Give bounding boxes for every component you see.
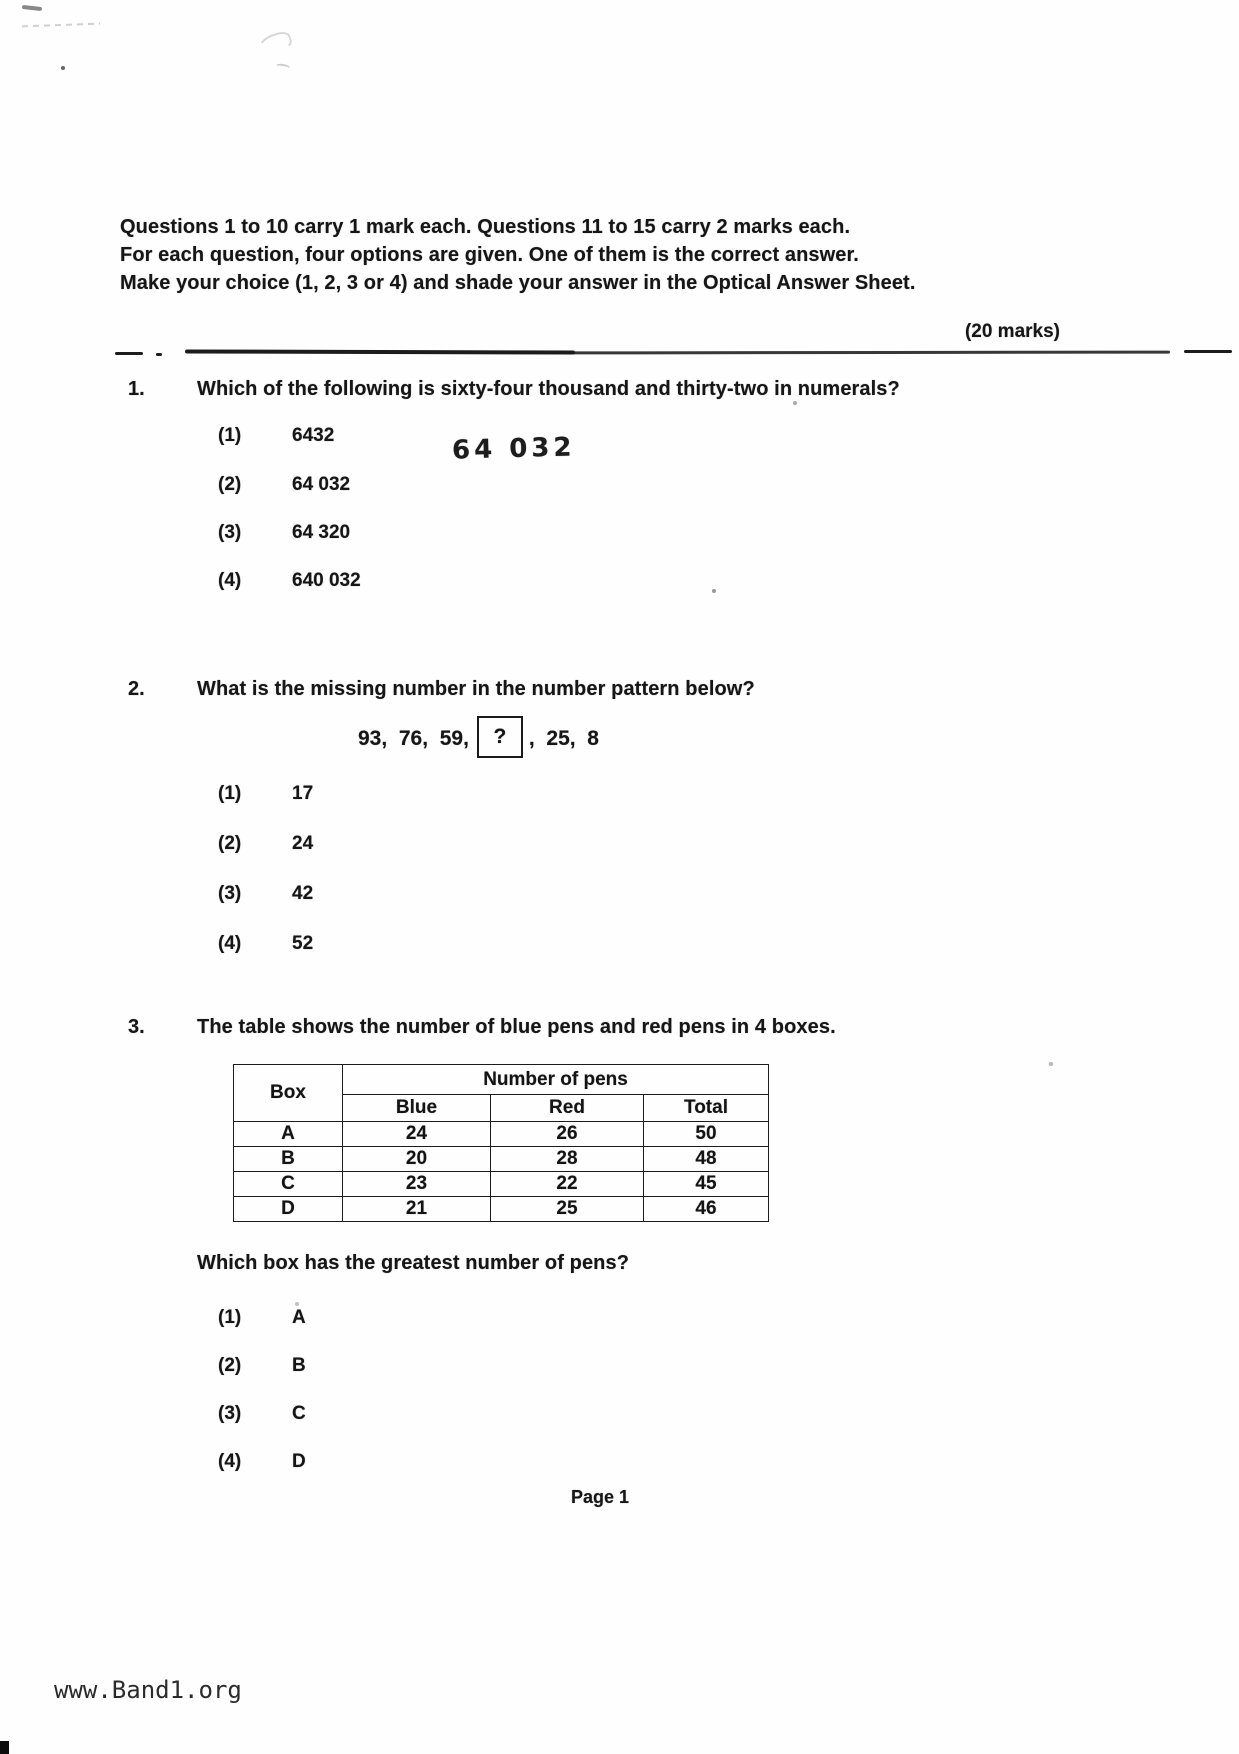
table-subheader-total: Total bbox=[644, 1095, 769, 1122]
footer-url: www.Band1.org bbox=[54, 1676, 242, 1704]
divider-segment bbox=[1184, 350, 1232, 353]
question-3-option-4 bbox=[0, 1451, 600, 1477]
scan-artifact-corner-mark bbox=[0, 1741, 9, 1754]
scan-speck bbox=[61, 66, 65, 70]
question-2-option-3 bbox=[0, 883, 600, 909]
table-cell-red: 22 bbox=[491, 1172, 644, 1197]
instructions-line-2: For each question, four options are given. One of them is the correct answer. bbox=[120, 244, 859, 266]
option-label: (3) bbox=[218, 1403, 242, 1424]
table-cell-red: 25 bbox=[491, 1197, 644, 1222]
table-subheader-blue: Blue bbox=[343, 1095, 491, 1122]
pens-table bbox=[233, 1064, 769, 1222]
table-cell-total: 48 bbox=[644, 1147, 769, 1172]
table-cell-red: 28 bbox=[491, 1147, 644, 1172]
option-value: 17 bbox=[292, 783, 314, 804]
option-label: (4) bbox=[218, 570, 242, 591]
sequence-before: 93, 76, 59, bbox=[358, 727, 469, 750]
option-label: (3) bbox=[218, 883, 242, 904]
table-cell-total: 50 bbox=[644, 1122, 769, 1147]
question-3-option-3 bbox=[0, 1403, 600, 1429]
table-corner-header: Box bbox=[234, 1065, 343, 1122]
number-pattern-sequence bbox=[358, 716, 599, 762]
option-label: (2) bbox=[218, 1355, 242, 1376]
question-3-sub-question: Which box has the greatest number of pens? bbox=[197, 1252, 630, 1274]
scan-artifact-curl bbox=[256, 29, 295, 59]
question-1-option-3 bbox=[0, 522, 600, 548]
table-group-header: Number of pens bbox=[343, 1065, 769, 1095]
option-label: (1) bbox=[218, 425, 242, 446]
table-row bbox=[234, 1197, 769, 1222]
divider-segment bbox=[156, 353, 162, 356]
option-label: (2) bbox=[218, 833, 242, 854]
option-value: 24 bbox=[292, 833, 314, 854]
option-label: (3) bbox=[218, 522, 242, 543]
table-cell-red: 26 bbox=[491, 1122, 644, 1147]
option-value: 6432 bbox=[292, 425, 335, 446]
table-cell-box: D bbox=[234, 1197, 343, 1222]
option-label: (4) bbox=[218, 1451, 242, 1472]
instructions-line-3: Make your choice (1, 2, 3 or 4) and shade your answer in the Optical Answer Sheet. bbox=[120, 272, 916, 294]
page-number: Page 1 bbox=[570, 1487, 630, 1507]
table-cell-box: B bbox=[234, 1147, 343, 1172]
table-row bbox=[234, 1172, 769, 1197]
option-value: B bbox=[292, 1355, 306, 1376]
option-label: (1) bbox=[218, 1307, 242, 1328]
scan-speck bbox=[712, 589, 716, 593]
table-cell-blue: 21 bbox=[343, 1197, 491, 1222]
option-value: 52 bbox=[292, 933, 314, 954]
option-value: 42 bbox=[292, 883, 314, 904]
scan-artifact-squiggle bbox=[22, 23, 100, 28]
instructions-line-1: Questions 1 to 10 carry 1 mark each. Questions 11 to 15 carry 2 marks each. bbox=[120, 216, 851, 238]
scan-speck bbox=[793, 401, 797, 405]
question-1-option-4 bbox=[0, 570, 600, 596]
option-label: (4) bbox=[218, 933, 242, 954]
scan-artifact-dash bbox=[22, 5, 42, 11]
table-row bbox=[234, 1147, 769, 1172]
scan-artifact-curl-small bbox=[276, 63, 291, 71]
question-3-option-2 bbox=[0, 1355, 600, 1381]
table-subheader-red: Red bbox=[491, 1095, 644, 1122]
option-value: D bbox=[292, 1451, 306, 1472]
table-cell-total: 46 bbox=[644, 1197, 769, 1222]
question-2-option-4 bbox=[0, 933, 600, 959]
option-label: (1) bbox=[218, 783, 242, 804]
question-2-option-2 bbox=[0, 833, 600, 859]
option-value: 64 320 bbox=[292, 522, 351, 543]
question-2-option-1 bbox=[0, 783, 600, 809]
question-2-number: 2. bbox=[128, 678, 145, 700]
table-cell-box: A bbox=[234, 1122, 343, 1147]
question-3-option-1 bbox=[0, 1307, 600, 1333]
option-value: C bbox=[292, 1403, 306, 1424]
question-2-text: What is the missing number in the number pattern below? bbox=[197, 678, 755, 700]
handwritten-annotation: 64 032 bbox=[451, 432, 576, 466]
question-1-number: 1. bbox=[128, 378, 145, 400]
question-1-option-2 bbox=[0, 474, 600, 500]
scan-speck bbox=[1049, 1062, 1053, 1066]
scan-speck bbox=[295, 1302, 299, 1306]
instructions-block bbox=[120, 213, 990, 297]
option-value: 64 032 bbox=[292, 474, 351, 495]
table-cell-blue: 20 bbox=[343, 1147, 491, 1172]
table-row bbox=[234, 1122, 769, 1147]
option-label: (2) bbox=[218, 474, 242, 495]
table-cell-box: C bbox=[234, 1172, 343, 1197]
question-3-text: The table shows the number of blue pens and red pens in 4 boxes. bbox=[197, 1016, 836, 1038]
table-cell-total: 45 bbox=[644, 1172, 769, 1197]
divider-segment bbox=[572, 351, 1170, 355]
question-1-text: Which of the following is sixty-four thousand and thirty-two in numerals? bbox=[197, 378, 900, 400]
question-1-option-1 bbox=[0, 425, 600, 451]
divider-segment bbox=[115, 352, 143, 355]
divider-segment bbox=[185, 349, 575, 354]
sequence-after: , 25, 8 bbox=[528, 727, 599, 750]
table-cell-blue: 24 bbox=[343, 1122, 491, 1147]
option-value: A bbox=[292, 1307, 306, 1328]
missing-number-box: ? bbox=[477, 716, 523, 758]
question-3-number: 3. bbox=[128, 1016, 145, 1038]
table-cell-blue: 23 bbox=[343, 1172, 491, 1197]
total-marks-note: (20 marks) bbox=[964, 321, 1060, 342]
option-value: 640 032 bbox=[292, 570, 361, 591]
